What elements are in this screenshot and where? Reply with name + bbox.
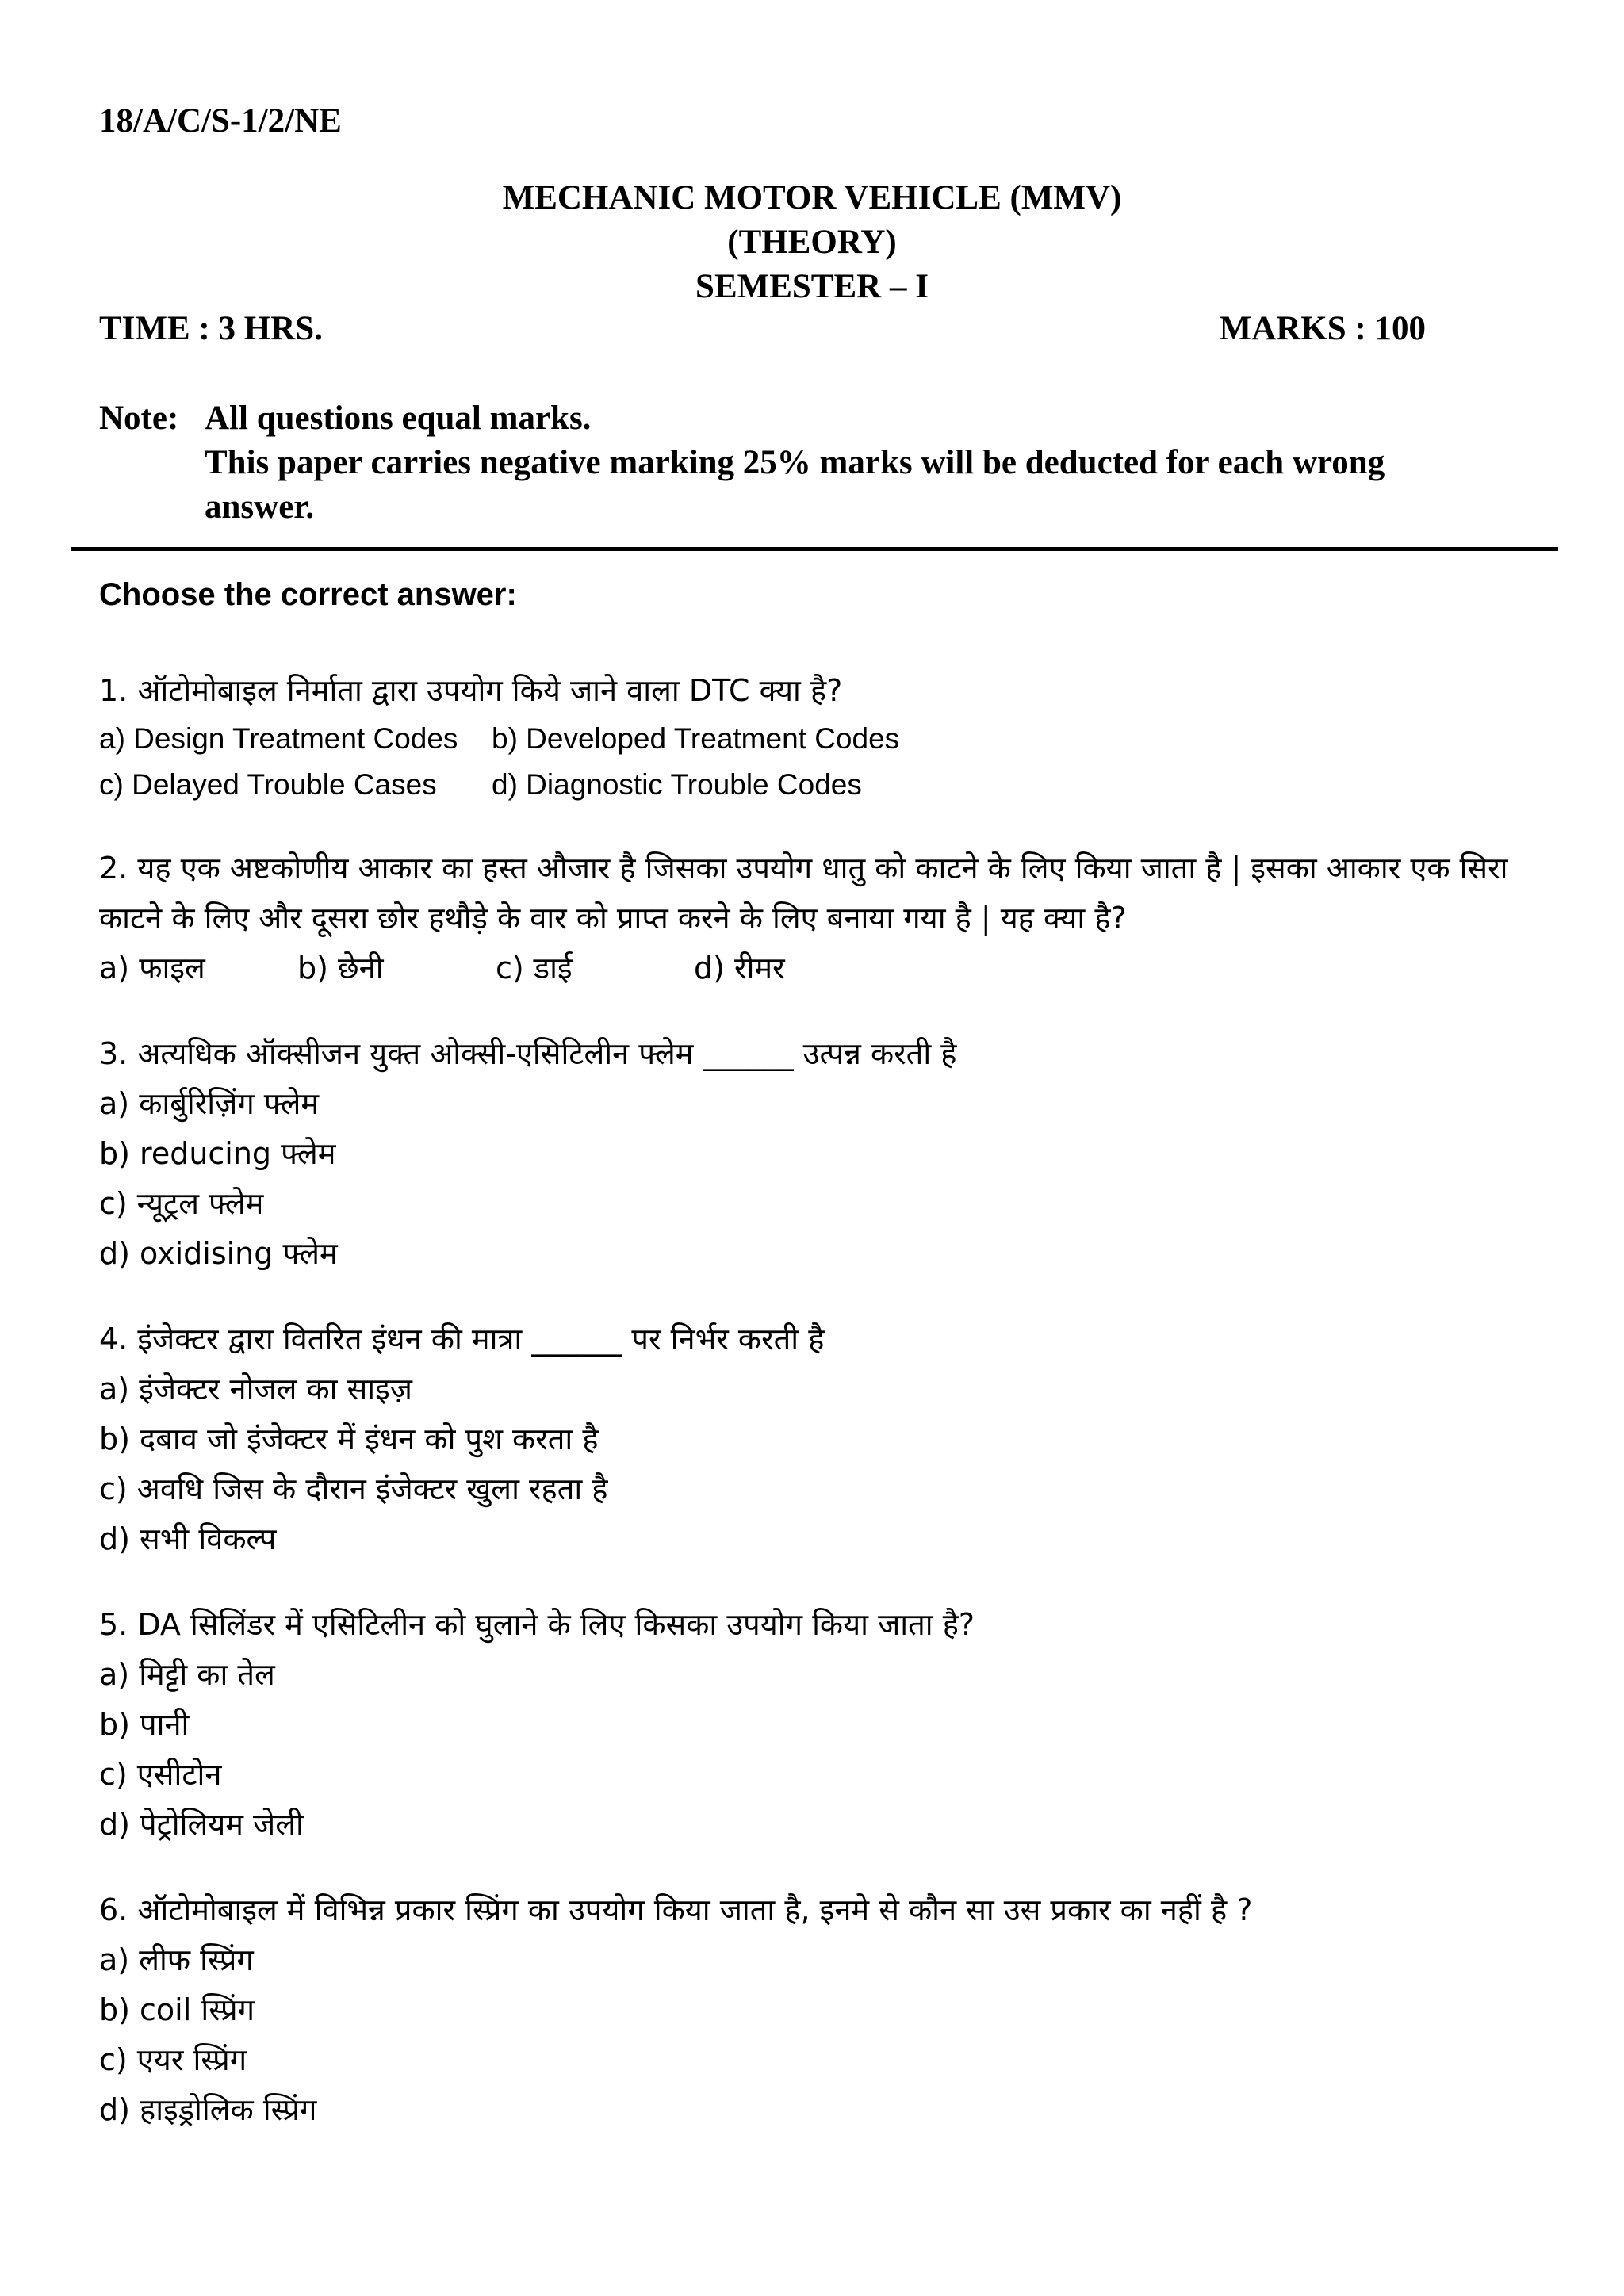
semester-label: SEMESTER – I <box>695 268 929 305</box>
question-text: 5. DA सिलिंडर में एसिटिलीन को घुलाने के लिए किसका उपयोग किया जाता है? <box>99 1607 975 1642</box>
option-a: a) लीफ स्प्रिंग <box>99 1942 254 1977</box>
marks-label: MARKS : 100 <box>1219 310 1426 347</box>
note-label: Note: <box>99 400 179 437</box>
divider <box>71 547 1558 551</box>
option-d: d) oxidising फ्लेम <box>99 1236 338 1271</box>
option-c: c) Delayed Trouble Cases <box>99 768 437 801</box>
question-text: 2. यह एक अष्टकोणीय आकार का हस्त औजार है जिसका उपयोग धातु को काटने के लिए किया जाता है | इसका आकार एक सिरा काटने के लिए और दूसरा छोर हथौड़े के वार को प्राप्त करने के लिए बनाया गया है | यह क्या है? <box>99 851 1508 936</box>
paper-subtitle: (THEORY) <box>727 224 897 261</box>
option-b: b) दबाव जो इंजेक्टर में इंधन को पुश करता है <box>99 1422 599 1456</box>
time-label: TIME : 3 HRS. <box>99 310 323 347</box>
question-text: 3. अत्यधिक ऑक्सीजन युक्त ओक्सी-एसिटिलीन फ्लेम ______ उत्पन्न करती है <box>99 1036 957 1071</box>
option-b: b) पानी <box>99 1707 190 1742</box>
question-text: 1. ऑटोमोबाइल निर्माता द्वारा उपयोग किये जाने वाला DTC क्या है? <box>99 673 843 708</box>
option-b: b) coil स्प्रिंग <box>99 1992 255 2027</box>
question-5 <box>99 1600 1558 1850</box>
title-block <box>0 176 1624 309</box>
question-2 <box>99 844 1558 993</box>
option-a: a) मिट्टी का तेल <box>99 1657 275 1692</box>
option-b: b) reducing फ्लेम <box>99 1136 336 1171</box>
option-d: d) हाइड्रोलिक स्प्रिंग <box>99 2092 317 2127</box>
question-1 <box>99 666 1558 808</box>
option-b: b) Developed Treatment Codes <box>492 722 900 755</box>
option-c: c) एयर स्प्रिंग <box>99 2042 247 2077</box>
option-d: d) रीमर <box>694 951 785 985</box>
paper-code: 18/A/C/S-1/2/NE <box>99 102 342 140</box>
option-row <box>99 943 1558 993</box>
option-c: c) अवधि जिस के दौरान इंजेक्टर खुला रहता है <box>99 1471 608 1506</box>
option-a: a) इंजेक्टर नोजल का साइज़ <box>99 1372 412 1406</box>
paper-title: MECHANIC MOTOR VEHICLE (MMV) <box>502 179 1122 216</box>
option-grid <box>99 716 1558 808</box>
question-text: 4. इंजेक्टर द्वारा वितरित इंधन की मात्रा ______ पर निर्भर करती है <box>99 1322 825 1357</box>
option-a: a) Design Treatment Codes <box>99 722 458 755</box>
note-line-1: All questions equal marks. <box>205 400 592 437</box>
question-3 <box>99 1029 1558 1279</box>
question-6 <box>99 1885 1558 2135</box>
note-line-2: This paper carries negative marking 25% marks will be deducted for each wrong answer. <box>205 444 1385 526</box>
option-a: a) फाइल <box>99 951 205 985</box>
option-c: c) न्यूट्रल फ्लेम <box>99 1186 264 1221</box>
option-c: c) डाई <box>496 951 573 985</box>
instruction-heading: Choose the correct answer: <box>99 577 517 612</box>
option-a: a) कार्बुरिज़िंग फ्लेम <box>99 1086 320 1121</box>
option-c: c) एसीटोन <box>99 1757 222 1792</box>
question-list <box>99 666 1558 2171</box>
note-block <box>99 396 1447 530</box>
option-d: d) Diagnostic Trouble Codes <box>492 768 862 801</box>
question-text: 6. ऑटोमोबाइल में विभिन्न प्रकार स्प्रिंग का उपयोग किया जाता है, इनमे से कौन सा उस प्रकार का नहीं है ? <box>99 1892 1253 1927</box>
option-d: d) पेट्रोलियम जेली <box>99 1807 304 1842</box>
option-d: d) सभी विकल्प <box>99 1521 277 1556</box>
option-b: b) छेनी <box>297 951 384 985</box>
question-4 <box>99 1314 1558 1564</box>
